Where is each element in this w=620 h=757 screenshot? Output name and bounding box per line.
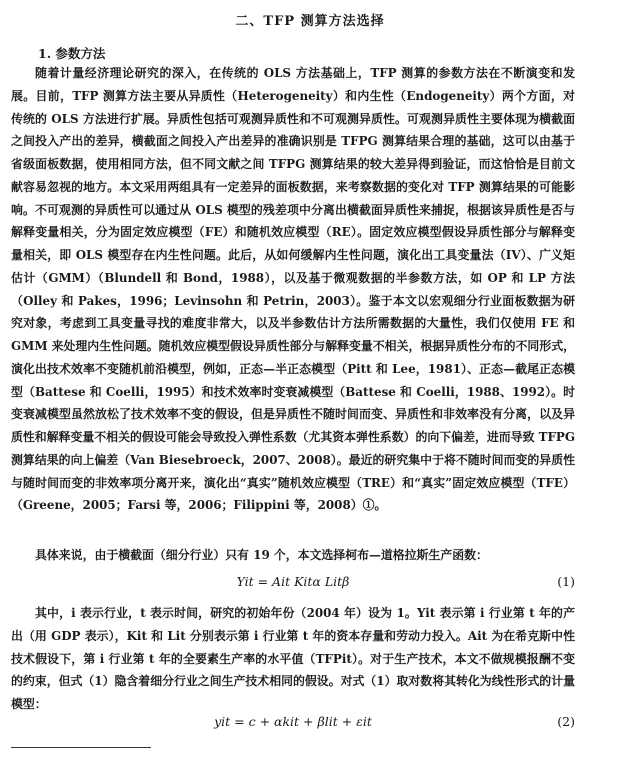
subsection-title: 1. 参数方法 [38,46,106,61]
section-title: 二、TFP 测算方法选择 [235,14,385,29]
equation-2-number: (2) [557,714,575,729]
body-paragraph-3: 其中，i 表示行业，t 表示时间，研究的初始年份（2004 年）设为 1。Yit 表示第 i 行业第 t 年的产出（用 GDP 表示），Kit 和 Lit 分别表示第 i 行业第 t 年的资本存量和劳动力投入。Ait 为在希克斯中性技术假设下，第 i 行业第 t 年的全要素生产率的水平值（TFPit）。对于生产技术，本文不做规模报酬不变的约束，但式（1）隐含着细分行业之间生产技术相同的假设。对式（1）取对数将其转化为线性形式的计量模型： [11,606,575,711]
equation-2-expression: yit = c + αkit + βlit + εit [214,714,372,729]
body-paragraph-2: 具体来说，由于横截面（细分行业）只有 19 个，本文选择柯布—道格拉斯生产函数： [35,548,488,562]
equation-1-number: (1) [557,574,575,589]
body-paragraph-1: 随着计量经济理论研究的深入，在传统的 OLS 方法基础上，TFP 测算的参数方法在不断演变和发展。目前，TFP 测算方法主要从异质性（Heterogeneity）和内生性（Endogeneity）两个方面，对传统的 OLS 方法进行扩展。异质性包括可观测异质性和不可观测异质性。可观测异质性主要体现为横截面之间投入产出的差异，横截面之间投入产出差异的准确识别是 TFPG 测算结果合理的基础，这可以由基于省级面板数据，使用相同方法，但不同文献之间 TFPG 测算结果的较大差异得到验证，而这恰恰是目前文献容易忽视的地方。本文采用两组具有一定差异的面板数据，来考察数据的变化对 TFP 测算结果的可能影响。不可观测的异质性可以通过从 OLS 模型的残差项中分离出横截面异质性来捕捉，根据该异质性是否与解释变量相关，分为固定效应模型（FE）和随机效应模型（RE）。固定效应模型假设异质性部分与解释变量相关，即 OLS 模型存在内生性问题。此后，从如何缓解内生性问题，演化出工具变量法（IV）、广义矩估计（GMM）（Blundell 和 Bond，1988），以及基于微观数据的半参数方法，如 OP 和 LP 方法（Olley 和 Pakes，1996；Levinsohn 和 Petrin，2003）。鉴于本文以宏观细分行业面板数据为研究对象，考虑到工具变量寻找的难度非常大，以及半参数估计方法所需数据的大量性，我们仅使用 FE 和 GMM 来处理内生性问题。随机效应模型假设异质性部分与解释变量不相关，根据异质性分布的不同形式，演化出技术效率不变随机前沿模型，例如，正态—半正态模型（Pitt 和 Lee，1981）、正态—截尾正态模型（Battese 和 Coelli，1995）和技术效率时变衰减模型（Battese 和 Coelli，1988、1992）。时变衰减模型虽然放松了技术效率不变的假设，但是异质性不随时间而变、异质性和非效率没有分离，以及异质性和解释变量不相关的假设可能会导致投入弹性系数（尤其资本弹性系数）的向下偏差，进而导致 TFPG 测算结果的向上偏差（Van Biesebroeck，2007、2008）。最近的研究集中于将不随时间而变的异质性与随时间而变的非效率项分离开来，演化出“真实”随机效应模型（TRE）和“真实”固定效应模型（TFE）（Greene，2005；Farsi 等，2006；Filippini 等，2008）①。 [11,66,575,513]
equation-1-expression: Yit = Ait Kitα Litβ [236,574,350,589]
footnote-divider [11,747,151,748]
